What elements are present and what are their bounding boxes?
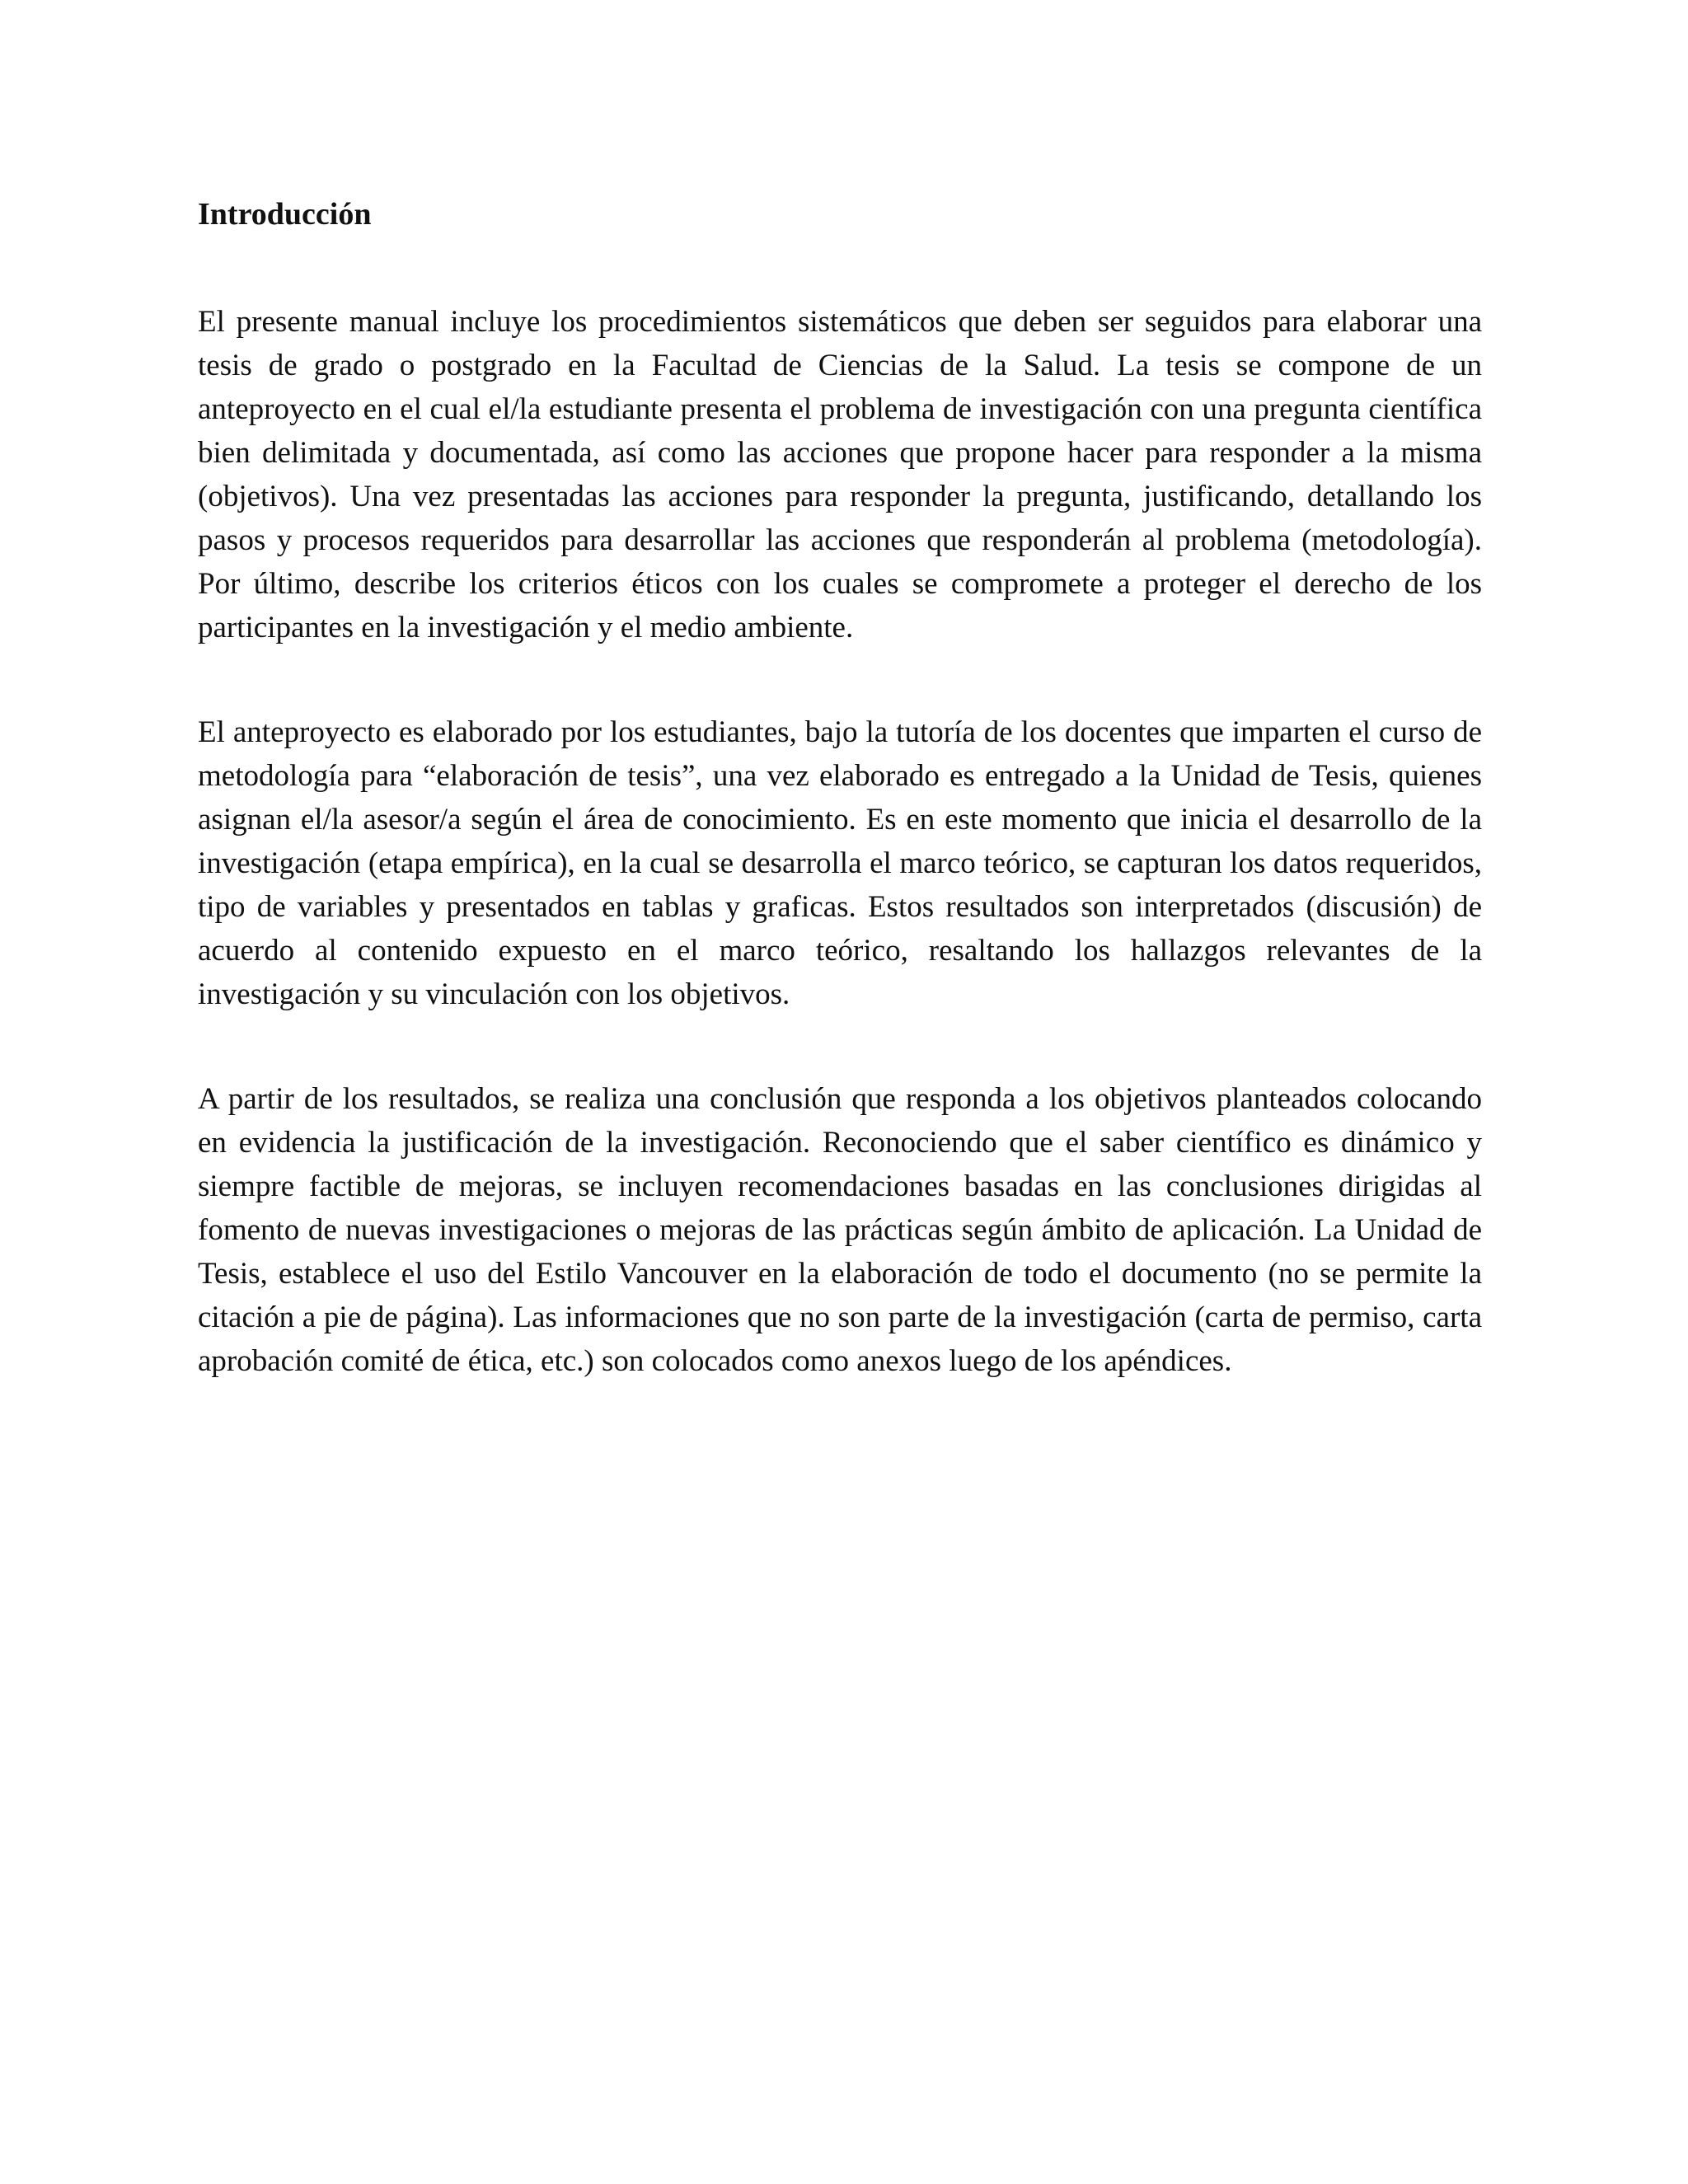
paragraph-1: El presente manual incluye los procedimientos sistemáticos que deben ser seguidos para elaborar una tesis de grado o postgrado en la Facultad de Ciencias de la Salud. La tesis se compone de un anteproyecto en el cual el/la estudiante presenta el problema de investigación con una pregunta científica bien delimitada y documentada, así como las acciones que propone hacer para responder a la misma (objetivos). Una vez presentadas las acciones para responder la pregunta, justificando, detallando los pasos y procesos requeridos para desarrollar las acciones que responderán al problema (metodología). Por último, describe los criterios éticos con los cuales se compromete a proteger el derecho de los participantes en la investigación y el medio ambiente.	[198, 305, 1482, 644]
paragraph-3: A partir de los resultados, se realiza una conclusión que responda a los objetivos planteados colocando en evidencia la justificación de la investigación. Reconociendo que el saber científico es dinámico y siempre factible de mejoras, se incluyen recomendaciones basadas en las conclusiones dirigidas al fomento de nuevas investigaciones o mejoras de las prácticas según ámbito de aplicación. La Unidad de Tesis, establece el uso del Estilo Vancouver en la elaboración de todo el documento (no se permite la citación a pie de página). Las informaciones que no son parte de la investigación (carta de permiso, carta aprobación comité de ética, etc.) son colocados como anexos luego de los apéndices.	[198, 1082, 1482, 1378]
section-heading: Introducción	[198, 197, 372, 232]
document-body	[198, 190, 1482, 1444]
paragraph-2: El anteproyecto es elaborado por los estudiantes, bajo la tutoría de los docentes que imparten el curso de metodología para “elaboración de tesis”, una vez elaborado es entregado a la Unidad de Tesis, quienes asignan el/la asesor/a según el área de conocimiento. Es en este momento que inicia el desarrollo de la investigación (etapa empírica), en la cual se desarrolla el marco teórico, se capturan los datos requeridos, tipo de variables y presentados en tablas y graficas. Estos resultados son interpretados (discusión) de acuerdo al contenido expuesto en el marco teórico, resaltando los hallazgos relevantes de la investigación y su vinculación con los objetivos.	[198, 715, 1482, 1011]
